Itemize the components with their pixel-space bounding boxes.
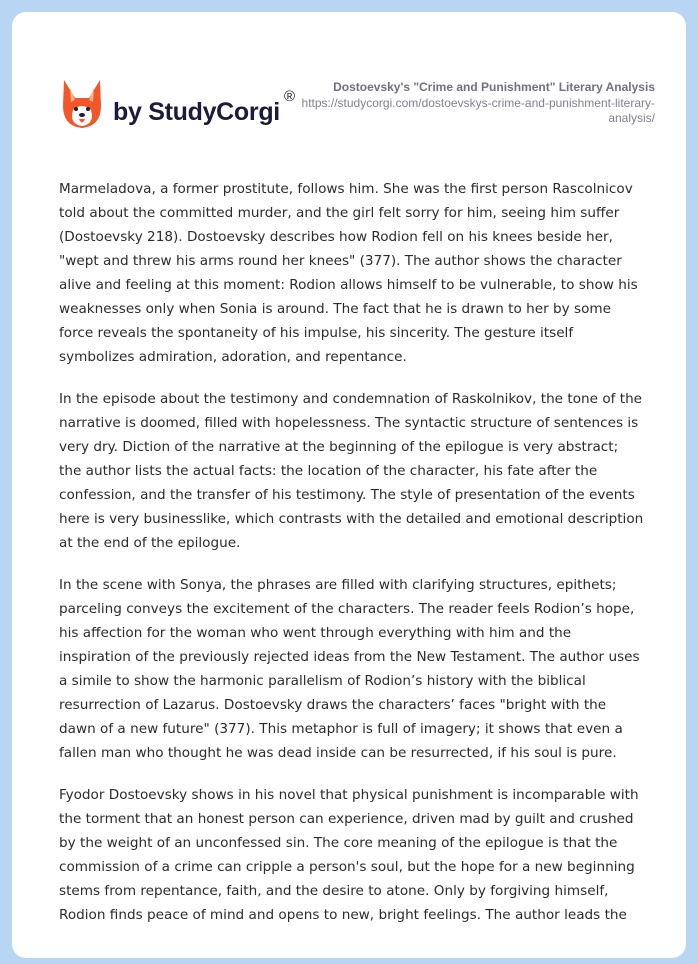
page-card — [12, 12, 686, 958]
paragraph: In the scene with Sonya, the phrases are filled with clarifying structures, epithets; parceling conveys the excitement of the characters. The reader feels Rodion’s hope, his affection for the woman who went through everything with him and the inspiration of the previously rejected ideas from the New Testament. The author uses a simile to show the harmonic parallelism of Rodion’s history with the biblical resurrection of Lazarus. Dostoevsky draws the characters’ faces "bright with the dawn of a new future" (377). This metaphor is full of imagery; it shows that even a fallen man who thought he was dead inside can be resurrected, if his soul is pure. — [59, 577, 640, 761]
studycorgi-logo[interactable] — [61, 76, 295, 134]
brand-name: by StudyCorgi® — [113, 87, 295, 126]
corgi-icon — [61, 76, 103, 134]
document-meta — [295, 80, 655, 126]
document-url[interactable]: https://studycorgi.com/dostoevskys-crime-and-punishment-literary-analysis/ — [301, 96, 655, 125]
document-title: Dostoevsky's "Crime and Punishment" Literary Analysis — [333, 80, 655, 94]
paragraph: In the episode about the testimony and condemnation of Raskolnikov, the tone of the narrative is doomed, filled with hopelessness. The syntactic structure of sentences is very dry. Diction of the narrative at the beginning of the epilogue is very abstract; the author lists the actual facts: the location of the character, his fate after the confession, and the transfer of his testimony. The style of presentation of the events here is very businesslike, which contrasts with the detailed and emotional description at the end of the epilogue. — [59, 391, 644, 551]
article-body — [59, 177, 644, 945]
paragraph: Marmeladova, a former prostitute, follows him. She was the first person Rascolnicov told about the committed murder, and the girl felt sorry for him, seeing him suffer (Dostoevsky 218). Dostoevsky describes how Rodion fell on his knees beside her, "wept and threw his arms round her knees" (377). The author shows the character alive and feeling at this moment: Rodion allows himself to be vulnerable, to show his weaknesses only when Sonia is around. The fact that he is drawn to her by some force reveals the spontaneity of his impulse, his sincerity. The gesture itself symbolizes admiration, adoration, and repentance. — [59, 181, 638, 365]
paragraph: Fyodor Dostoevsky shows in his novel that physical punishment is incomparable with the torment that an honest person can experience, driven mad by guilt and crushed by the weight of an unconfessed sin. The core meaning of the epilogue is that the commission of a crime can cripple a person's soul, but the hope for a new beginning stems from repentance, faith, and the desire to atone. Only by forgiving himself, Rodion finds peace of mind and opens to new, bright feelings. The author leads the — [59, 787, 639, 923]
